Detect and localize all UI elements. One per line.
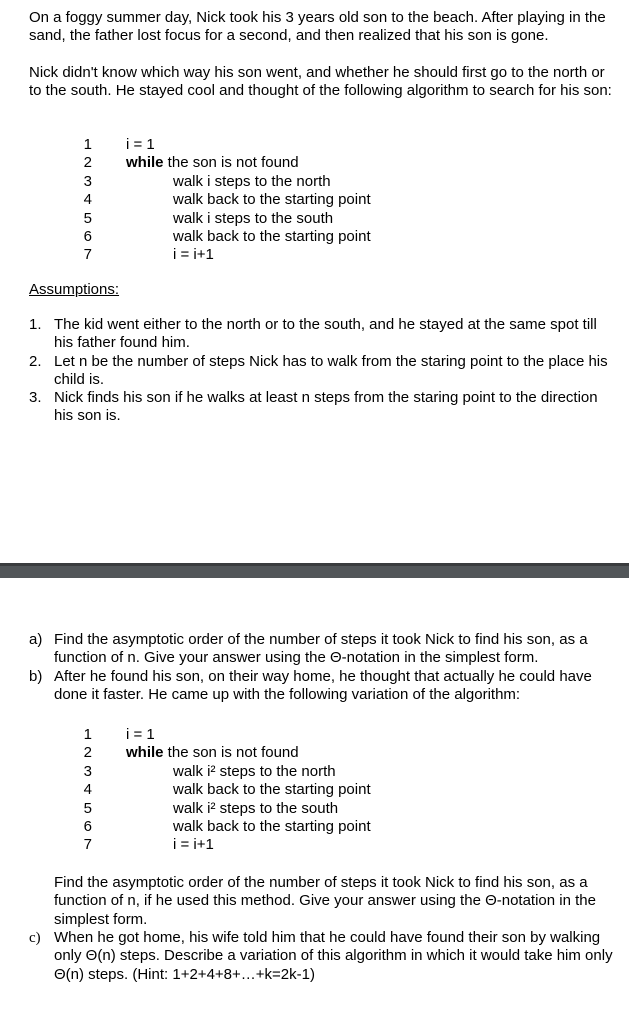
line-number: 7: [83, 246, 92, 264]
code-line: [0, 744, 629, 762]
while-keyword: while: [126, 154, 164, 172]
code-text: walk back to the starting point: [173, 817, 371, 835]
question-marker: c): [29, 930, 41, 946]
line-number: 4: [83, 191, 92, 209]
list-marker: 2.: [29, 352, 42, 370]
question-marker: b): [29, 667, 43, 685]
code-line: [0, 191, 629, 209]
list-item: [29, 316, 619, 353]
code-line: [0, 136, 629, 154]
question-b: [29, 668, 619, 705]
list-item-text: Nick finds his son if he walks at least n steps from the staring point to the direction his son is.: [54, 389, 598, 425]
question-text: Find the asymptotic order of the number of steps it took Nick to find his son, as a function of n. Give your answer using the Θ-notation in the simplest form.: [54, 631, 588, 667]
line-number: 5: [83, 799, 92, 817]
assumptions-heading: Assumptions:: [29, 281, 120, 298]
code-text: i = i+1: [173, 246, 214, 264]
code-text: walk back to the starting point: [173, 781, 371, 799]
code-text: walk back to the starting point: [173, 191, 371, 209]
code-line: [0, 836, 629, 854]
code-line: [0, 818, 629, 836]
line-number: 2: [83, 154, 92, 172]
list-item: [29, 353, 619, 390]
code-text: i = 1: [126, 726, 155, 743]
while-condition: the son is not found: [163, 744, 299, 762]
algorithm-2-listing: [0, 726, 629, 855]
code-text: [126, 154, 299, 172]
code-text: walk i² steps to the north: [173, 762, 336, 780]
line-number: 7: [83, 836, 92, 854]
questions-list-c: [29, 929, 619, 984]
code-text: walk i steps to the north: [173, 172, 331, 190]
question-marker: a): [29, 631, 43, 648]
line-number: 4: [83, 781, 92, 799]
code-line: [0, 781, 629, 799]
question-b-followup: Find the asymptotic order of the number of steps it took Nick to find his son, as a function of n, if he used this method. Give your answer using the Θ-notation in the simplest form.: [54, 874, 596, 928]
assumptions-list: [29, 316, 619, 426]
code-text: walk i steps to the south: [173, 209, 334, 227]
code-text: walk i² steps to the south: [173, 799, 339, 817]
code-line: [0, 763, 629, 781]
algorithm-1-listing: [0, 136, 629, 265]
page-divider: [0, 563, 629, 578]
line-number: 3: [83, 762, 92, 780]
list-item-text: The kid went either to the north or to the south, and he stayed at the same spot till his father found him.: [54, 316, 597, 352]
code-text: walk back to the starting point: [173, 227, 371, 245]
line-number: 6: [83, 817, 92, 835]
question-c: [29, 929, 619, 984]
list-marker: 3.: [29, 389, 42, 407]
code-line: [0, 210, 629, 228]
line-number: 2: [83, 744, 92, 762]
code-line: [0, 173, 629, 191]
line-number: 3: [83, 172, 92, 190]
code-line: [0, 726, 629, 744]
code-line: [0, 154, 629, 172]
line-number: 1: [83, 136, 92, 153]
code-text: i = i+1: [173, 836, 214, 854]
code-line: [0, 800, 629, 818]
page-2: [0, 578, 629, 1012]
list-item: [29, 389, 619, 426]
code-text: i = 1: [126, 136, 155, 153]
line-number: 5: [83, 209, 92, 227]
intro-paragraph-1: On a foggy summer day, Nick took his 3 years old son to the beach. After playing in the sand, the father lost focus for a second, and then realized that his son is gone.: [29, 9, 606, 45]
while-condition: the son is not found: [163, 154, 299, 172]
code-line: [0, 246, 629, 264]
question-text: When he got home, his wife told him that he could have found their son by walking only Θ(n) steps. Describe a variation of this algorithm in which it would take him only Θ(n) steps. (Hint: 1+2+4+8+…+k=2k-1): [54, 929, 613, 983]
intro-paragraph-2: Nick didn't know which way his son went, and whether he should first go to the north or to the south. He stayed cool and thought of the following algorithm to search for his son:: [29, 64, 612, 100]
code-text: [126, 744, 299, 762]
page-divider-shadow: [0, 563, 629, 566]
questions-list-ab: [29, 631, 619, 704]
question-text: After he found his son, on their way home, he thought that actually he could have done it faster. He came up with the following variation of the algorithm:: [54, 667, 592, 703]
line-number: 6: [83, 227, 92, 245]
while-keyword: while: [126, 744, 164, 762]
list-item-text: Let n be the number of steps Nick has to walk from the staring point to the place his child is.: [54, 352, 608, 388]
code-line: [0, 228, 629, 246]
line-number: 1: [83, 726, 92, 743]
question-a: [29, 631, 619, 668]
list-marker: 1.: [29, 316, 42, 333]
